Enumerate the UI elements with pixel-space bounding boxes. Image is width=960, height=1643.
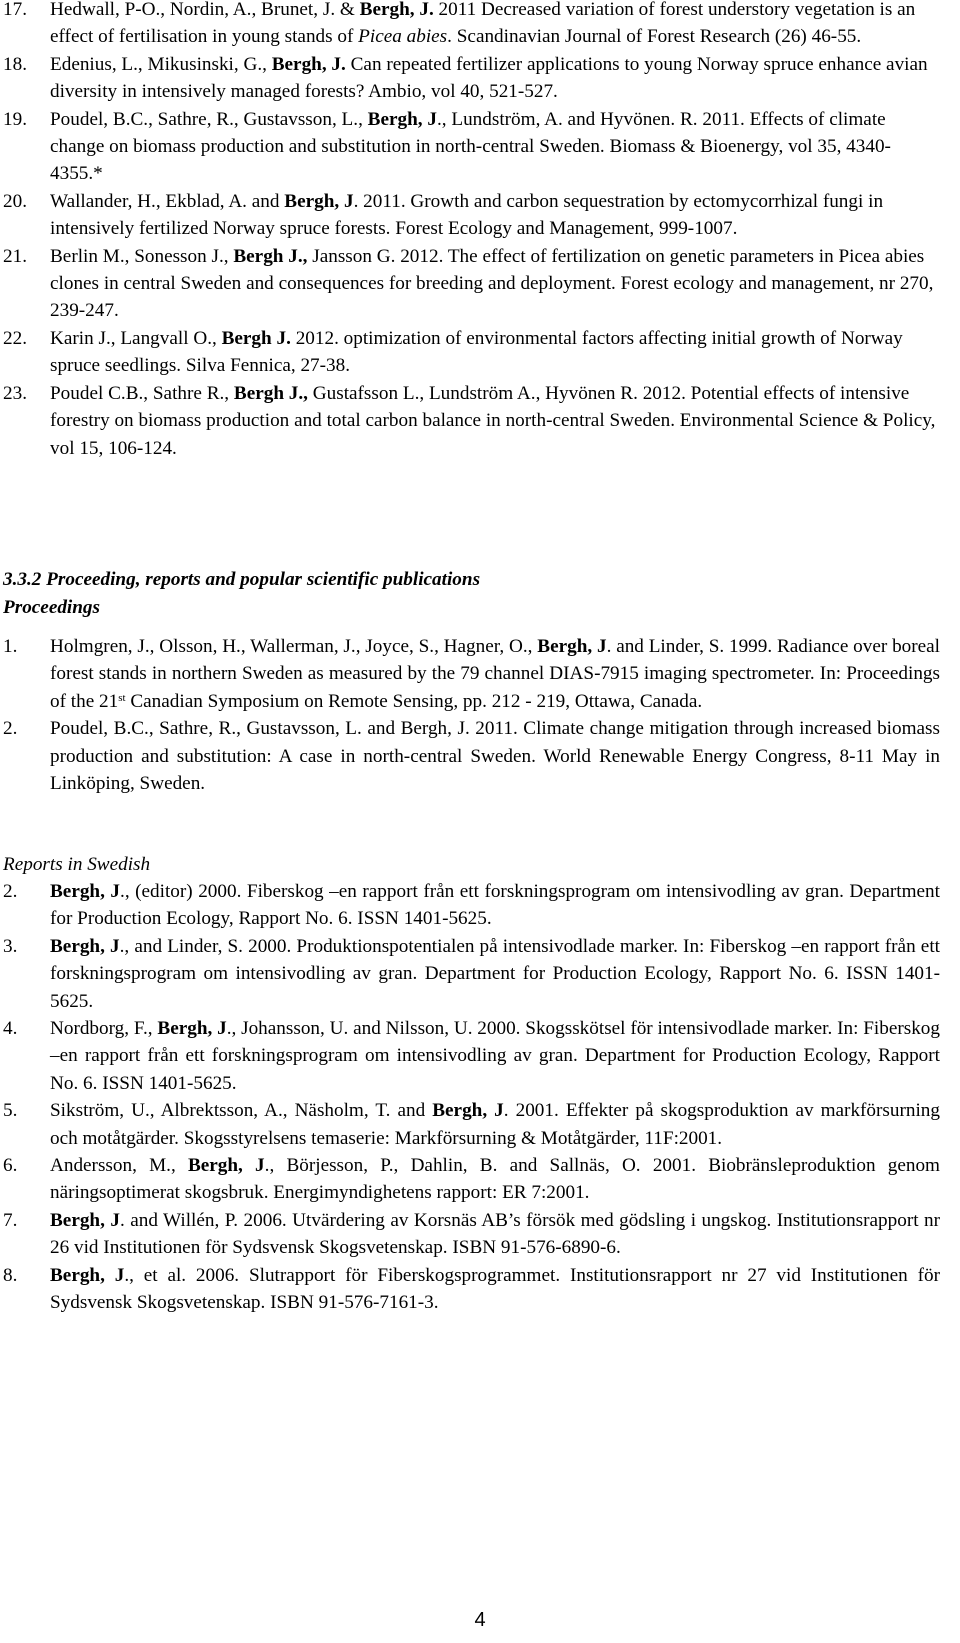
- reference-text-run: ., Johansson, U. and Nilsson, U. 2000. Skogsskötsel för intensivodlade marker. In: Fiberskog –en rapport från ett forskningsprogram om intensivodling av gran. Department for Production Ecology, Rapport No. 6. ISSN 1401-5625.: [50, 1018, 940, 1094]
- reference-item: [0, 243, 940, 325]
- reference-text: [50, 325, 940, 380]
- author-highlight: Bergh, J: [50, 935, 120, 957]
- reference-text-run: Poudel, B.C., Sathre, R., Gustavsson, L.,: [50, 108, 368, 130]
- reference-text: [50, 1262, 940, 1317]
- reference-text-run: Gustafsson L., Lundström A., Hyvönen R. 2012. Potential effects of intensive forestry on biomass production and total carbon balance in north-central Sweden. Environmental Science & Policy, vol 15, 106-124.: [50, 382, 936, 459]
- reference-number: 20.: [3, 190, 27, 212]
- reference-item: [0, 633, 940, 715]
- reference-text-run: Jansson G. 2012. The effect of fertilization on genetic parameters in Picea abies clones in central Sweden and consequences for breeding and deployment. Forest ecology and management, nr 270, 239-247.: [50, 245, 934, 322]
- reference-text: [50, 878, 940, 933]
- reference-text-run: . 2001. Effekter på skogsproduktion av markförsurning och motåtgärder. Skogsstyrelsens temaserie: Markförsurning & Motåtgärder, 11F:2001.: [50, 1100, 940, 1149]
- reference-text-run: Nordborg, F.,: [50, 1018, 158, 1040]
- author-highlight: Bergh, J.: [359, 0, 434, 20]
- reference-text-run: Sikström, U., Albrektsson, A., Näsholm, T. and: [50, 1100, 433, 1122]
- reference-number: 8.: [3, 1264, 18, 1286]
- reference-text-run: Berlin M., Sonesson J.,: [50, 245, 234, 267]
- reference-number: 3.: [3, 935, 18, 957]
- reference-text-run: Holmgren, J., Olsson, H., Wallerman, J., Joyce, S., Hagner, O.,: [50, 636, 538, 657]
- author-highlight: Bergh J.,: [233, 382, 308, 404]
- reference-text-run: . 2011. Growth and carbon sequestration by ectomycorrhizal fungi in intensively fertilized Norway spruce forests. Forest Ecology and Management, 999-1007.: [50, 190, 884, 240]
- reference-text: [50, 933, 940, 1015]
- reference-text-run: ., and Linder, S. 2000. Produktionspotentialen på intensivodlade marker. In: Fiberskog –en rapport från ett forskningsprogram om intensivodling av gran. Department for Production Ecology, Rapport No. 6. ISSN 1401-5625.: [50, 935, 940, 1012]
- reference-text-run: . and Willén, P. 2006. Utvärdering av Korsnäs AB’s försök med gödsling i ungskog. Institutionsrapport nr 26 vid Institutionen för Sydsvensk Skogsvetenskap. ISBN 91-576-6890-6.: [50, 1209, 940, 1259]
- reference-text: [50, 51, 940, 106]
- author-highlight: Bergh, J: [50, 1209, 120, 1231]
- author-highlight: Bergh, J.: [271, 53, 346, 75]
- reference-number: 4.: [3, 1018, 18, 1040]
- author-highlight: Bergh, J: [50, 1264, 125, 1286]
- reference-number: 19.: [3, 108, 27, 130]
- reference-text: [50, 715, 940, 797]
- section-heading: 3.3.2 Proceeding, reports and popular scientific publications: [3, 569, 481, 590]
- reference-text-run: . Scandinavian Journal of Forest Research (26) 46-55.: [447, 26, 862, 48]
- reference-text: [50, 243, 940, 325]
- reference-number: 18.: [3, 53, 27, 75]
- reports-heading: Reports in Swedish: [3, 854, 151, 875]
- reports-list: [0, 878, 940, 1317]
- author-highlight: Bergh J.: [221, 327, 291, 349]
- reference-item: [0, 1015, 940, 1097]
- reference-item: [0, 0, 940, 51]
- reference-text-run: ., et al. 2006. Slutrapport för Fiberskogsprogrammet. Institutionsrapport nr 27 vid Institutionen för Sydsvensk Skogsvetenskap. ISBN 91-576-7161-3.: [50, 1264, 940, 1314]
- reference-text: [50, 1015, 940, 1097]
- reference-text-run: Hedwall, P-O., Nordin, A., Brunet, J. &: [50, 0, 360, 20]
- reference-number: 2.: [3, 718, 18, 740]
- reference-item: [0, 325, 940, 380]
- reference-text-run: ., (editor) 2000. Fiberskog –en rapport från ett forskningsprogram om intensivodling av gran. Department for Production Ecology, Rapport No. 6. ISSN 1401-5625.: [50, 881, 940, 930]
- author-highlight: Bergh, J: [284, 190, 354, 212]
- reference-number: 5.: [3, 1100, 18, 1122]
- reference-text-run: Poudel, B.C., Sathre, R., Gustavsson, L. and Bergh, J. 2011. Climate change mitigation through increased biomass production and substitution: A case in north-central Sweden. World Renewable Energy Congress, 8-11 May in Linköping, Sweden.: [50, 718, 940, 795]
- reference-text-run: 2011 Decreased variation of forest understory vegetation is an effect of fertilisation in young stands of: [50, 0, 916, 48]
- reference-text: [50, 0, 940, 51]
- author-highlight: Bergh, J: [50, 881, 121, 902]
- journal-reference-list: [0, 0, 940, 462]
- proceedings-heading: Proceedings: [3, 597, 100, 618]
- reference-number: 6.: [3, 1155, 18, 1177]
- reference-text-run: Poudel C.B., Sathre R.,: [50, 382, 234, 404]
- author-highlight: Bergh, J: [432, 1100, 504, 1122]
- reference-text-run: ., Lundström, A. and Hyvönen. R. 2011. Effects of climate change on biomass production and substitution in north-central Sweden. Biomass & Bioenergy, vol 35, 4340-4355.*: [50, 108, 891, 185]
- reference-text-run: Picea abies: [358, 26, 448, 48]
- reference-text: [50, 1097, 940, 1152]
- reference-number: 1.: [3, 636, 18, 657]
- author-highlight: Bergh, J: [367, 108, 437, 130]
- reference-text-run: Can repeated fertilizer applications to young Norway spruce enhance avian diversity in intensively managed forests? Ambio, vol 40, 521-527.: [50, 53, 928, 103]
- author-highlight: Bergh, J: [537, 636, 607, 657]
- reference-text: [50, 1207, 940, 1262]
- author-highlight: Bergh, J: [187, 1155, 265, 1177]
- reference-text: [50, 106, 940, 188]
- reference-text-run: Edenius, L., Mikusinski, G.,: [50, 53, 272, 75]
- reference-number: 23.: [3, 382, 27, 404]
- proceedings-list: [0, 633, 940, 797]
- reference-number: 2.: [3, 881, 18, 902]
- reference-text: [50, 188, 940, 243]
- reference-text: [50, 1152, 940, 1207]
- reference-item: [0, 1262, 940, 1317]
- reference-number: 22.: [3, 327, 27, 349]
- page-number: 4: [474, 1609, 486, 1631]
- author-highlight: Bergh J.,: [233, 245, 308, 267]
- reference-item: [0, 715, 940, 797]
- reference-number: 17.: [3, 0, 27, 20]
- reference-item: [0, 1207, 940, 1262]
- reference-item: [0, 878, 940, 933]
- reference-text-run: Canadian Symposium on Remote Sensing, pp. 212 - 219, Ottawa, Canada.: [125, 690, 703, 712]
- reference-text-run: . and Linder, S. 1999. Radiance over boreal forest stands in northern Sweden as measured by the 79 channel DIAS-7915 imaging spectrometer. In: Proceedings of the 21: [50, 636, 941, 712]
- reference-item: [0, 933, 940, 1015]
- reference-number: 7.: [3, 1209, 18, 1231]
- reference-text: [50, 633, 940, 715]
- reference-text-run: Andersson, M.,: [50, 1155, 188, 1177]
- reference-item: [0, 1097, 940, 1152]
- reference-item: [0, 188, 940, 243]
- reference-text-run: st: [118, 691, 126, 704]
- reference-text-run: Wallander, H., Ekblad, A. and: [50, 190, 285, 212]
- reference-text-run: ., Börjesson, P., Dahlin, B. and Sallnäs, O. 2001. Biobränsleproduktion genom näringsoptimerat skogsbruk. Energimyndighetens rapport: ER 7:2001.: [50, 1155, 940, 1204]
- reference-item: [0, 106, 940, 188]
- reference-item: [0, 51, 940, 106]
- reference-item: [0, 1152, 940, 1207]
- reference-text-run: 2012. optimization of environmental factors affecting initial growth of Norway spruce seedlings. Silva Fennica, 27-38.: [50, 327, 903, 377]
- reference-text: [50, 380, 940, 462]
- author-highlight: Bergh, J: [157, 1018, 227, 1040]
- reference-item: [0, 380, 940, 462]
- reference-text-run: Karin J., Langvall O.,: [50, 327, 222, 349]
- reference-number: 21.: [3, 245, 27, 267]
